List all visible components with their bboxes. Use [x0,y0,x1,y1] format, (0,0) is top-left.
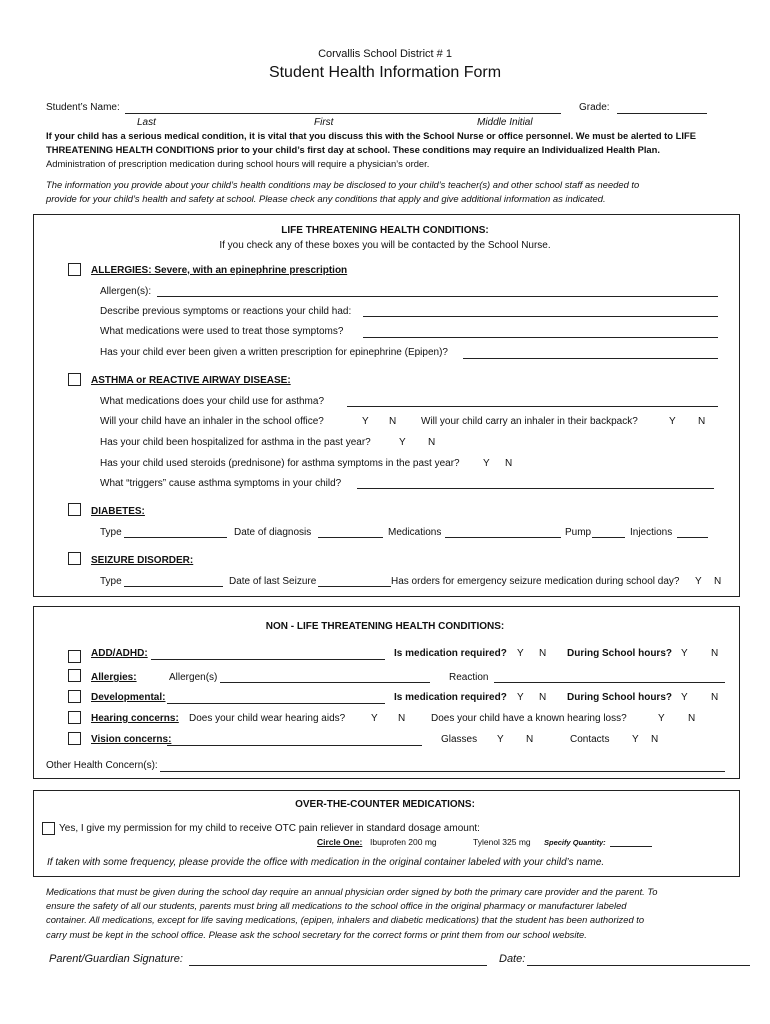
contacts-no[interactable]: N [651,734,659,745]
hearing-aids-no[interactable]: N [398,713,406,724]
footer-line-3: container. All medications, except for life saving medications, (epipen, inhalers and diabetic medications) that the student has been authorized to [46,914,645,925]
inhaler-backpack-label: Will your child carry an inhaler in their backpack? [421,416,638,427]
non-life-title: NON - LIFE THREATENING HEALTH CONDITIONS: [265,621,505,632]
injections-field[interactable] [677,537,708,538]
district-name: Corvallis School District # 1 [318,48,452,60]
dev-med-yes[interactable]: Y [517,692,524,703]
glasses-no[interactable]: N [526,734,534,745]
sub-label-middle: Middle Initial [477,117,533,128]
other-concerns-field[interactable] [160,771,725,772]
hearing-label: Hearing concerns: [91,713,179,724]
hearing-loss-no[interactable]: N [688,713,696,724]
intro-bold-line-2: THREATENING HEALTH CONDITIONS prior to your child’s first day at school. These conditions may require an Individualized Health Plan. [46,144,660,155]
symptoms-label: Describe previous symptoms or reactions your child had: [100,306,352,317]
inhaler-backpack-no[interactable]: N [698,416,706,427]
allergen-field[interactable] [157,296,718,297]
diagnosis-date-label: Date of diagnosis [234,527,312,538]
seizure-orders-label: Has orders for emergency seizure medication during school day? [391,576,680,587]
student-name-field[interactable] [125,113,561,114]
allergies-heading: ALLERGIES: Severe, with an epinephrine prescription [91,265,348,276]
diabetes-heading: DIABETES: [91,506,145,517]
seizure-type-label: Type [100,576,122,587]
seizure-type-field[interactable] [124,586,223,587]
adhd-field[interactable] [151,659,385,660]
hearing-checkbox[interactable] [68,711,81,724]
reaction-label: Reaction [449,672,489,683]
tylenol-option[interactable]: Tylenol 325 mg [473,837,531,847]
adhd-med-no[interactable]: N [539,648,547,659]
contacts-label: Contacts [570,734,610,745]
seizure-orders-yes[interactable]: Y [695,576,702,587]
sub-label-first: First [314,117,334,128]
vision-field[interactable] [167,745,422,746]
signature-label: Parent/Guardian Signature: [49,953,183,965]
asthma-checkbox[interactable] [68,373,81,386]
footer-line-4: carry must be kept in the school office. Please ask the school secretary for the correct forms or print them from our school website. [46,929,587,940]
adhd-label: ADD/ADHD: [91,648,148,659]
asthma-meds-label: What medications does your child use for asthma? [100,396,324,407]
treat-meds-label: What medications were used to treat those symptoms? [100,326,344,337]
diabetes-type-label: Type [100,527,122,538]
hospitalized-label: Has your child been hospitalized for asthma in the past year? [100,437,371,448]
epipen-label: Has your child ever been given a written prescription for epinephrine (Epipen)? [100,347,448,358]
grade-field[interactable] [617,113,707,114]
student-name-label: Student’s Name: [46,102,120,113]
epipen-field[interactable] [463,358,718,359]
non-life-allergens-field[interactable] [220,682,430,683]
treat-meds-field[interactable] [363,337,718,338]
allergies-checkbox[interactable] [68,263,81,276]
hearing-loss-label: Does your child have a known hearing loss? [431,713,627,724]
adhd-med-required-label: Is medication required? [394,648,507,659]
asthma-heading: ASTHMA or REACTIVE AIRWAY DISEASE: [91,375,291,386]
intro-bold-line-1: If your child has a serious medical condition, it is vital that you discuss this with the School Nurse or office personnel. We must be alerted to LIFE [46,130,696,141]
specify-quantity-field[interactable] [610,846,652,847]
grade-label: Grade: [579,102,610,113]
dev-school-hours-label: During School hours? [567,692,672,703]
life-threatening-title: LIFE THREATENING HEALTH CONDITIONS: [281,225,489,236]
adhd-med-yes[interactable]: Y [517,648,524,659]
form-title: Student Health Information Form [268,64,502,81]
inhaler-backpack-yes[interactable]: Y [669,416,676,427]
contacts-yes[interactable]: Y [632,734,639,745]
adhd-school-no[interactable]: N [711,648,719,659]
date-label: Date: [499,953,526,965]
dev-med-required-label: Is medication required? [394,692,507,703]
vision-checkbox[interactable] [68,732,81,745]
hearing-aids-yes[interactable]: Y [371,713,378,724]
intro-italic-line-2: provide for your child’s health and safety at school. Please check any conditions that apply and give additional information as indicated. [46,193,606,204]
signature-field[interactable] [189,965,487,966]
otc-permission-text: Yes, I give my permission for my child to receive OTC pain reliever in standard dosage amount: [59,823,480,834]
life-threatening-subtitle: If you check any of these boxes you will be contacted by the School Nurse. [219,240,551,251]
developmental-checkbox[interactable] [68,690,81,703]
developmental-label: Developmental: [91,692,166,703]
last-seizure-field[interactable] [318,586,391,587]
intro-italic-line-1: The information you provide about your child’s health conditions may be disclosed to your child’s teacher(s) and other school staff as needed to [46,179,640,190]
date-field[interactable] [527,965,750,966]
ibuprofen-option[interactable]: Ibuprofen 200 mg [370,837,437,847]
inhaler-office-yes[interactable]: Y [362,416,369,427]
pump-label: Pump [565,527,592,538]
specify-quantity-label: Specify Quantity: [544,838,606,847]
non-life-allergies-checkbox[interactable] [68,669,81,682]
triggers-label: What “triggers” cause asthma symptoms in your child? [100,478,342,489]
dev-school-no[interactable]: N [711,692,719,703]
sub-label-last: Last [137,117,156,128]
diabetes-checkbox[interactable] [68,503,81,516]
vision-label: Vision concerns: [91,734,172,745]
seizure-checkbox[interactable] [68,552,81,565]
footer-line-1: Medications that must be given during the school day require an annual physician order signed by both the primary care provider and the parent. To [46,886,658,897]
developmental-field[interactable] [167,703,385,704]
dev-med-no[interactable]: N [539,692,547,703]
non-life-allergies-label: Allergies: [91,672,137,683]
diabetes-type-field[interactable] [124,537,227,538]
intro-normal-line: Administration of prescription medication during school hours will require a physician’s order. [46,158,430,169]
other-concerns-label: Other Health Concern(s): [46,760,158,771]
steroids-label: Has your child used steroids (prednisone) for asthma symptoms in the past year? [100,458,460,469]
inhaler-office-no[interactable]: N [389,416,397,427]
injections-label: Injections [630,527,673,538]
last-seizure-label: Date of last Seizure [229,576,317,587]
dev-school-yes[interactable]: Y [681,692,688,703]
otc-title: OVER-THE-COUNTER MEDICATIONS: [295,799,475,810]
otc-permission-checkbox[interactable] [42,822,55,835]
circle-one-label: Circle One: [317,837,363,847]
adhd-checkbox[interactable] [68,650,81,663]
allergen-label: Allergen(s): [100,286,152,297]
triggers-field[interactable] [357,488,714,489]
hospitalized-no[interactable]: N [428,437,436,448]
adhd-school-yes[interactable]: Y [681,648,688,659]
hearing-aids-label: Does your child wear hearing aids? [189,713,346,724]
symptoms-field[interactable] [363,316,718,317]
diabetes-meds-label: Medications [388,527,442,538]
reaction-field[interactable] [494,682,725,683]
adhd-school-hours-label: During School hours? [567,648,672,659]
otc-note: If taken with some frequency, please provide the office with medication in the original container labeled with your child’s name. [47,857,605,868]
footer-line-2: ensure the safety of all our students, parents must bring all medications to the school office in the original pharmacy or manufacturer labeled [46,900,627,911]
pump-field[interactable] [592,537,625,538]
diagnosis-date-field[interactable] [318,537,383,538]
seizure-heading: SEIZURE DISORDER: [91,555,194,566]
non-life-allergens-label: Allergen(s) [169,672,218,683]
asthma-meds-field[interactable] [347,406,718,407]
inhaler-office-label: Will your child have an inhaler in the school office? [100,416,324,427]
hospitalized-yes[interactable]: Y [399,437,406,448]
glasses-label: Glasses [441,734,478,745]
steroids-no[interactable]: N [505,458,513,469]
diabetes-meds-field[interactable] [445,537,561,538]
hearing-loss-yes[interactable]: Y [658,713,665,724]
seizure-orders-no[interactable]: N [714,576,722,587]
glasses-yes[interactable]: Y [497,734,504,745]
steroids-yes[interactable]: Y [483,458,490,469]
